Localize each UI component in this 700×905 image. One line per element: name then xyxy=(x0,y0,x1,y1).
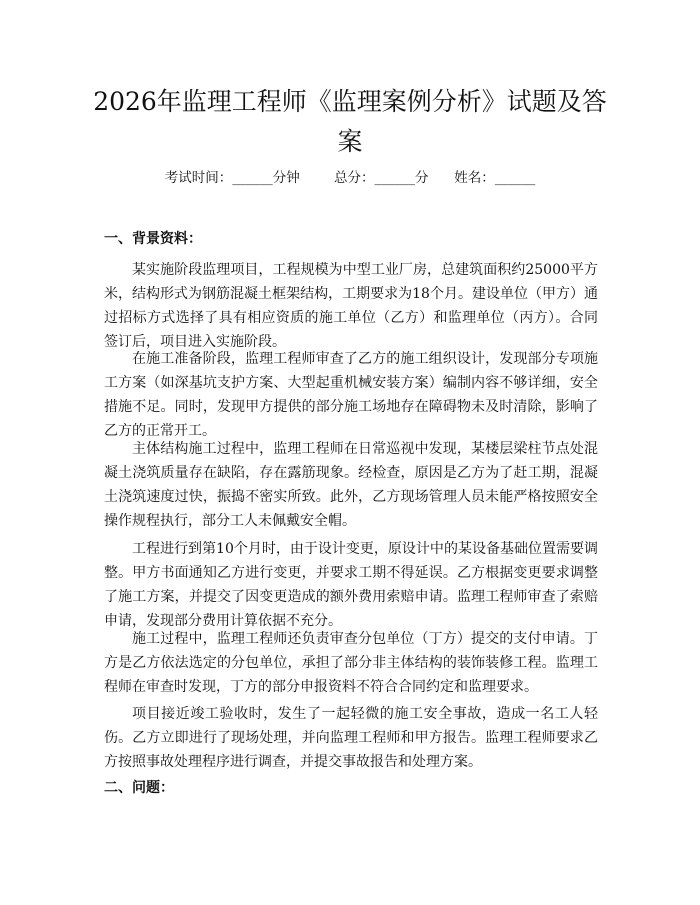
paragraph-3: 主体结构施工过程中，监理工程师在日常巡视中发现，某楼层梁柱节点处混凝土浇筑质量存在缺陷，存在露筋现象。经检查，原因是乙方为了赶工期，混凝土浇筑速度过快，振捣不密实所致。此外，乙方现场管理人员未能严格按照安全操作规程执行，部分工人未佩戴安全帽。 xyxy=(104,441,598,529)
exam-info-line xyxy=(0,168,700,188)
exam-time-label: 考试时间： xyxy=(164,170,233,186)
name-blank: ______ xyxy=(494,170,536,186)
name-label: 姓名： xyxy=(454,170,495,186)
section-heading-background: 一、背景资料： xyxy=(104,231,202,247)
paragraph-6: 项目接近竣工验收时，发生了一起轻微的施工安全事故，造成一名工人轻伤。乙方立即进行了现场处理，并向监理工程师和甲方报告。监理工程师要求乙方按照事故处理程序进行调查，并提交事故报告和处理方案。 xyxy=(104,706,598,770)
paragraph-4: 工程进行到第10个月时，由于设计变更，原设计中的某设备基础位置需要调整。甲方书面通知乙方进行变更，并要求工期不得延误。乙方根据变更要求调整了施工方案，并提交了因变更造成的额外费用索赔申请。监理工程师审查了索赔申请，发现部分费用计算依据不充分。 xyxy=(104,541,598,629)
paragraph-2: 在施工准备阶段，监理工程师审查了乙方的施工组织设计，发现部分专项施工方案（如深基坑支护方案、大型起重机械安装方案）编制内容不够详细，安全措施不足。同时，发现甲方提供的部分施工场地存在障碍物未及时清除，影响了乙方的正常开工。 xyxy=(104,351,598,439)
exam-time-unit: 分钟 xyxy=(272,170,300,186)
exam-time-blank: ______ xyxy=(232,170,273,186)
paragraph-5: 施工过程中，监理工程师还负责审查分包单位（丁方）提交的支付申请。丁方是乙方依法选定的分包单位，承担了部分非主体结构的装饰装修工程。监理工程师在审查时发现，丁方的部分申报资料不符合合同约定和监理要求。 xyxy=(104,631,598,695)
total-score-unit: 分 xyxy=(415,170,429,186)
total-score-label: 总分： xyxy=(334,170,375,186)
page-title: 2026年监理工程师《监理案例分析》试题及答案 xyxy=(93,87,607,156)
section-heading-questions: 二、问题： xyxy=(104,780,174,796)
paragraph-1: 某实施阶段监理项目，工程规模为中型工业厂房，总建筑面积约25000平方米，结构形式为钢筋混凝土框架结构，工期要求为18个月。建设单位（甲方）通过招标方式选择了具有相应资质的施工单位（乙方）和监理单位（丙方）。合同签订后，项目进入实施阶段。 xyxy=(104,262,598,350)
total-score-blank: ______ xyxy=(374,170,416,186)
